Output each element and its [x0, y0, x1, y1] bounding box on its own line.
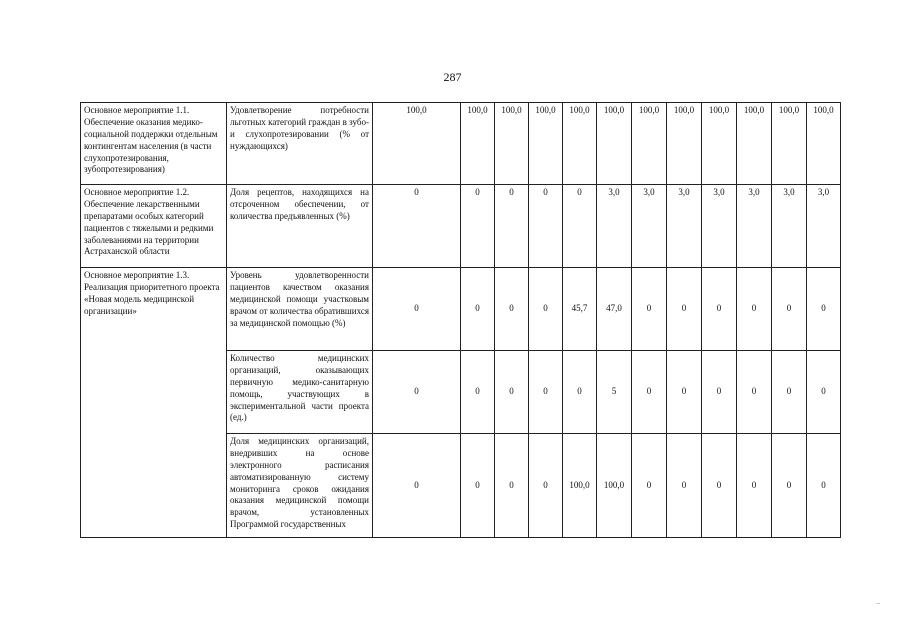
- table-row: [81, 268, 841, 351]
- value-cell: 3,0: [737, 185, 772, 268]
- indicator-cell: Доля медицинских организаций, внедривших на основе электронного расписания автоматизированную систему мониторинга сроков ожидания оказания медицинской помощи врачом, установленных Программой государственных: [227, 434, 373, 538]
- value-cell: 100,0: [563, 434, 597, 538]
- value-cell: 100,0: [563, 103, 597, 185]
- value-cell: 3,0: [807, 185, 841, 268]
- scan-speck: [876, 603, 880, 604]
- value-cell: 0: [529, 351, 563, 434]
- value-cell: 0: [737, 351, 772, 434]
- value-cell: 0: [563, 351, 597, 434]
- value-cell: 100,0: [667, 103, 702, 185]
- value-cell: 3,0: [702, 185, 737, 268]
- value-cell: 100,0: [632, 103, 667, 185]
- value-cell: 0: [461, 434, 495, 538]
- table-row: [81, 103, 841, 185]
- value-cell: 0: [772, 434, 807, 538]
- value-cell: 0: [529, 434, 563, 538]
- value-cell: 100,0: [495, 103, 529, 185]
- value-cell: 100,0: [772, 103, 807, 185]
- value-cell: 0: [737, 268, 772, 351]
- value-cell: 0: [461, 185, 495, 268]
- table-row: [81, 185, 841, 268]
- value-cell: 100,0: [702, 103, 737, 185]
- value-cell: 0: [772, 268, 807, 351]
- value-cell: 0: [632, 351, 667, 434]
- value-cell: 0: [702, 434, 737, 538]
- value-cell: 100,0: [461, 103, 495, 185]
- value-cell: 0: [373, 434, 461, 538]
- indicator-cell: Уровень удовлетворенности пациентов качеством оказания медицинской помощи участковым врачом от количества обратившихся за медицинской помощью (%): [227, 268, 373, 351]
- value-cell: 0: [807, 434, 841, 538]
- value-cell: 0: [495, 351, 529, 434]
- value-cell: 0: [461, 268, 495, 351]
- value-cell: 0: [495, 268, 529, 351]
- indicator-cell: Удовлетворение потребности льготных категорий граждан в зубо- и слухопротезировании (% от нуждающихся): [227, 103, 373, 185]
- value-cell: 0: [373, 185, 461, 268]
- value-cell: 0: [772, 351, 807, 434]
- value-cell: 3,0: [667, 185, 702, 268]
- value-cell: 100,0: [597, 103, 632, 185]
- value-cell: 100,0: [597, 434, 632, 538]
- value-cell: 100,0: [737, 103, 772, 185]
- value-cell: 100,0: [529, 103, 563, 185]
- value-cell: 5: [597, 351, 632, 434]
- value-cell: 0: [667, 351, 702, 434]
- value-cell: 3,0: [772, 185, 807, 268]
- value-cell: 0: [563, 185, 597, 268]
- value-cell: 47,0: [597, 268, 632, 351]
- value-cell: 0: [667, 434, 702, 538]
- value-cell: 0: [461, 351, 495, 434]
- indicator-cell: Количество медицинских организаций, оказывающих первичную медико-санитарную помощь, участвующих в экспериментальной части проекта (ед.): [227, 351, 373, 434]
- value-cell: 3,0: [597, 185, 632, 268]
- value-cell: 0: [702, 351, 737, 434]
- value-cell: 0: [737, 434, 772, 538]
- page-number: 287: [443, 70, 462, 84]
- measure-cell: Основное мероприятие 1.1. Обеспечение оказания медико-социальной поддержки отдельным контингентам населения (в части слухопротезирования, зубопротезирования): [81, 103, 227, 185]
- value-cell: 0: [373, 351, 461, 434]
- value-cell: 0: [667, 268, 702, 351]
- value-cell: 100,0: [807, 103, 841, 185]
- value-cell: 0: [373, 268, 461, 351]
- value-cell: 45,7: [563, 268, 597, 351]
- value-cell: 0: [632, 434, 667, 538]
- value-cell: 0: [632, 268, 667, 351]
- measure-cell: Основное мероприятие 1.2. Обеспечение лекарственными препаратами особых категорий пациентов с тяжелыми и редкими заболеваниями на территории Астраханской области: [81, 185, 227, 268]
- indicator-cell: Доля рецептов, находящихся на отсроченном обеспечении, от количества предъявленных (%): [227, 185, 373, 268]
- measure-cell: Основное мероприятие 1.3. Реализация приоритетного проекта «Новая модель медицинской организации»: [81, 268, 227, 538]
- value-cell: 0: [807, 351, 841, 434]
- value-cell: 3,0: [632, 185, 667, 268]
- value-cell: 0: [702, 268, 737, 351]
- value-cell: 0: [495, 434, 529, 538]
- value-cell: 0: [495, 185, 529, 268]
- value-cell: 100,0: [373, 103, 461, 185]
- value-cell: 0: [807, 268, 841, 351]
- value-cell: 0: [529, 185, 563, 268]
- value-cell: 0: [529, 268, 563, 351]
- program-indicators-table: [80, 102, 841, 538]
